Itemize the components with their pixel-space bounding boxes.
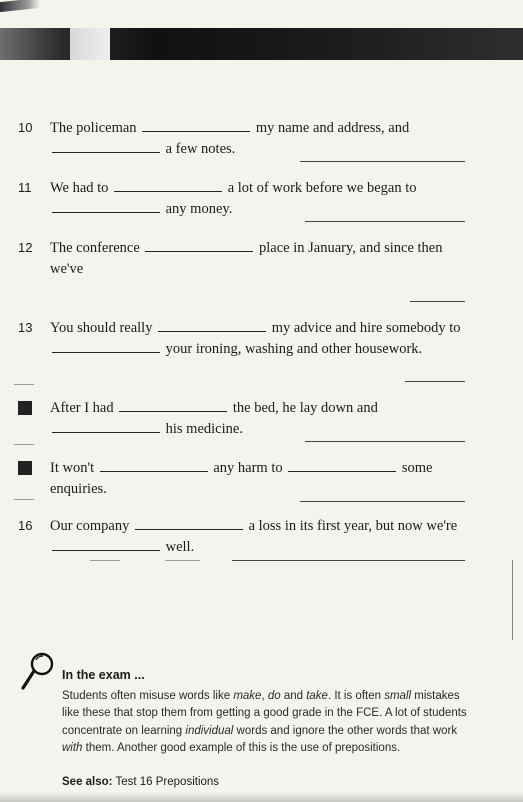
answer-blank[interactable] <box>145 240 253 252</box>
answer-blank[interactable] <box>52 539 160 551</box>
answer-blank[interactable] <box>52 341 160 353</box>
divider <box>300 161 465 162</box>
divider <box>300 501 465 502</box>
exam-tip-body: Students often misuse words like make, do and take. It is often small mistakes like these that stop them from getting a good grade in the FCE. A lot of students concentrate on learning individual words and ignore the other words that work with them. Another good example of this is the use of prepositions. <box>62 690 467 754</box>
corner-mark <box>0 0 40 12</box>
answer-blank[interactable] <box>288 460 396 472</box>
margin-mark <box>14 384 34 385</box>
faint-mark <box>90 560 120 561</box>
question-text: It won't any harm to some enquiries. <box>50 460 433 497</box>
header-bar-highlight <box>70 28 110 60</box>
question-text: Our company a loss in its first year, but now we're well. <box>50 518 458 555</box>
answer-blank[interactable] <box>52 141 160 153</box>
answer-blank[interactable] <box>158 320 266 332</box>
divider <box>232 560 465 561</box>
question-number: 12 <box>18 240 33 255</box>
divider <box>305 221 465 222</box>
divider <box>305 441 465 442</box>
answer-blank[interactable] <box>52 421 160 433</box>
question-text: After I had the bed, he lay down and his medicine. <box>50 400 378 437</box>
margin-mark <box>14 499 34 500</box>
question-text: The conference place in January, and since then we've <box>50 240 443 277</box>
faint-mark <box>165 560 200 561</box>
question-number: 10 <box>18 120 33 135</box>
exam-tip-box <box>18 650 508 800</box>
answer-blank[interactable] <box>114 180 222 192</box>
question-text: We had to a lot of work before we began to any money. <box>50 180 417 217</box>
page-shadow <box>0 792 523 802</box>
answer-blank[interactable] <box>142 120 250 132</box>
question-text: You should really my advice and hire somebody to your ironing, washing and other housework. <box>50 320 461 357</box>
question-number: 16 <box>18 518 33 533</box>
answer-blank[interactable] <box>52 201 160 213</box>
exam-tip-title: In the exam ... <box>62 668 145 682</box>
question-number-marker <box>18 461 32 475</box>
answer-blank[interactable] <box>135 518 243 530</box>
divider <box>410 301 465 302</box>
divider <box>405 381 465 382</box>
see-also-link[interactable]: Test 16 Prepositions <box>112 776 220 788</box>
answer-blank[interactable] <box>119 400 227 412</box>
question-number: 11 <box>18 180 32 195</box>
answer-blank[interactable] <box>100 460 208 472</box>
question-number: 13 <box>18 320 33 335</box>
magnifying-glass-icon <box>18 650 58 694</box>
margin-mark <box>14 444 34 445</box>
question-number-marker <box>18 401 32 415</box>
see-also: See also: Test 16 Prepositions <box>62 776 220 788</box>
question-text: The policeman my name and address, and a few notes. <box>50 120 410 157</box>
page-edge <box>512 560 523 640</box>
